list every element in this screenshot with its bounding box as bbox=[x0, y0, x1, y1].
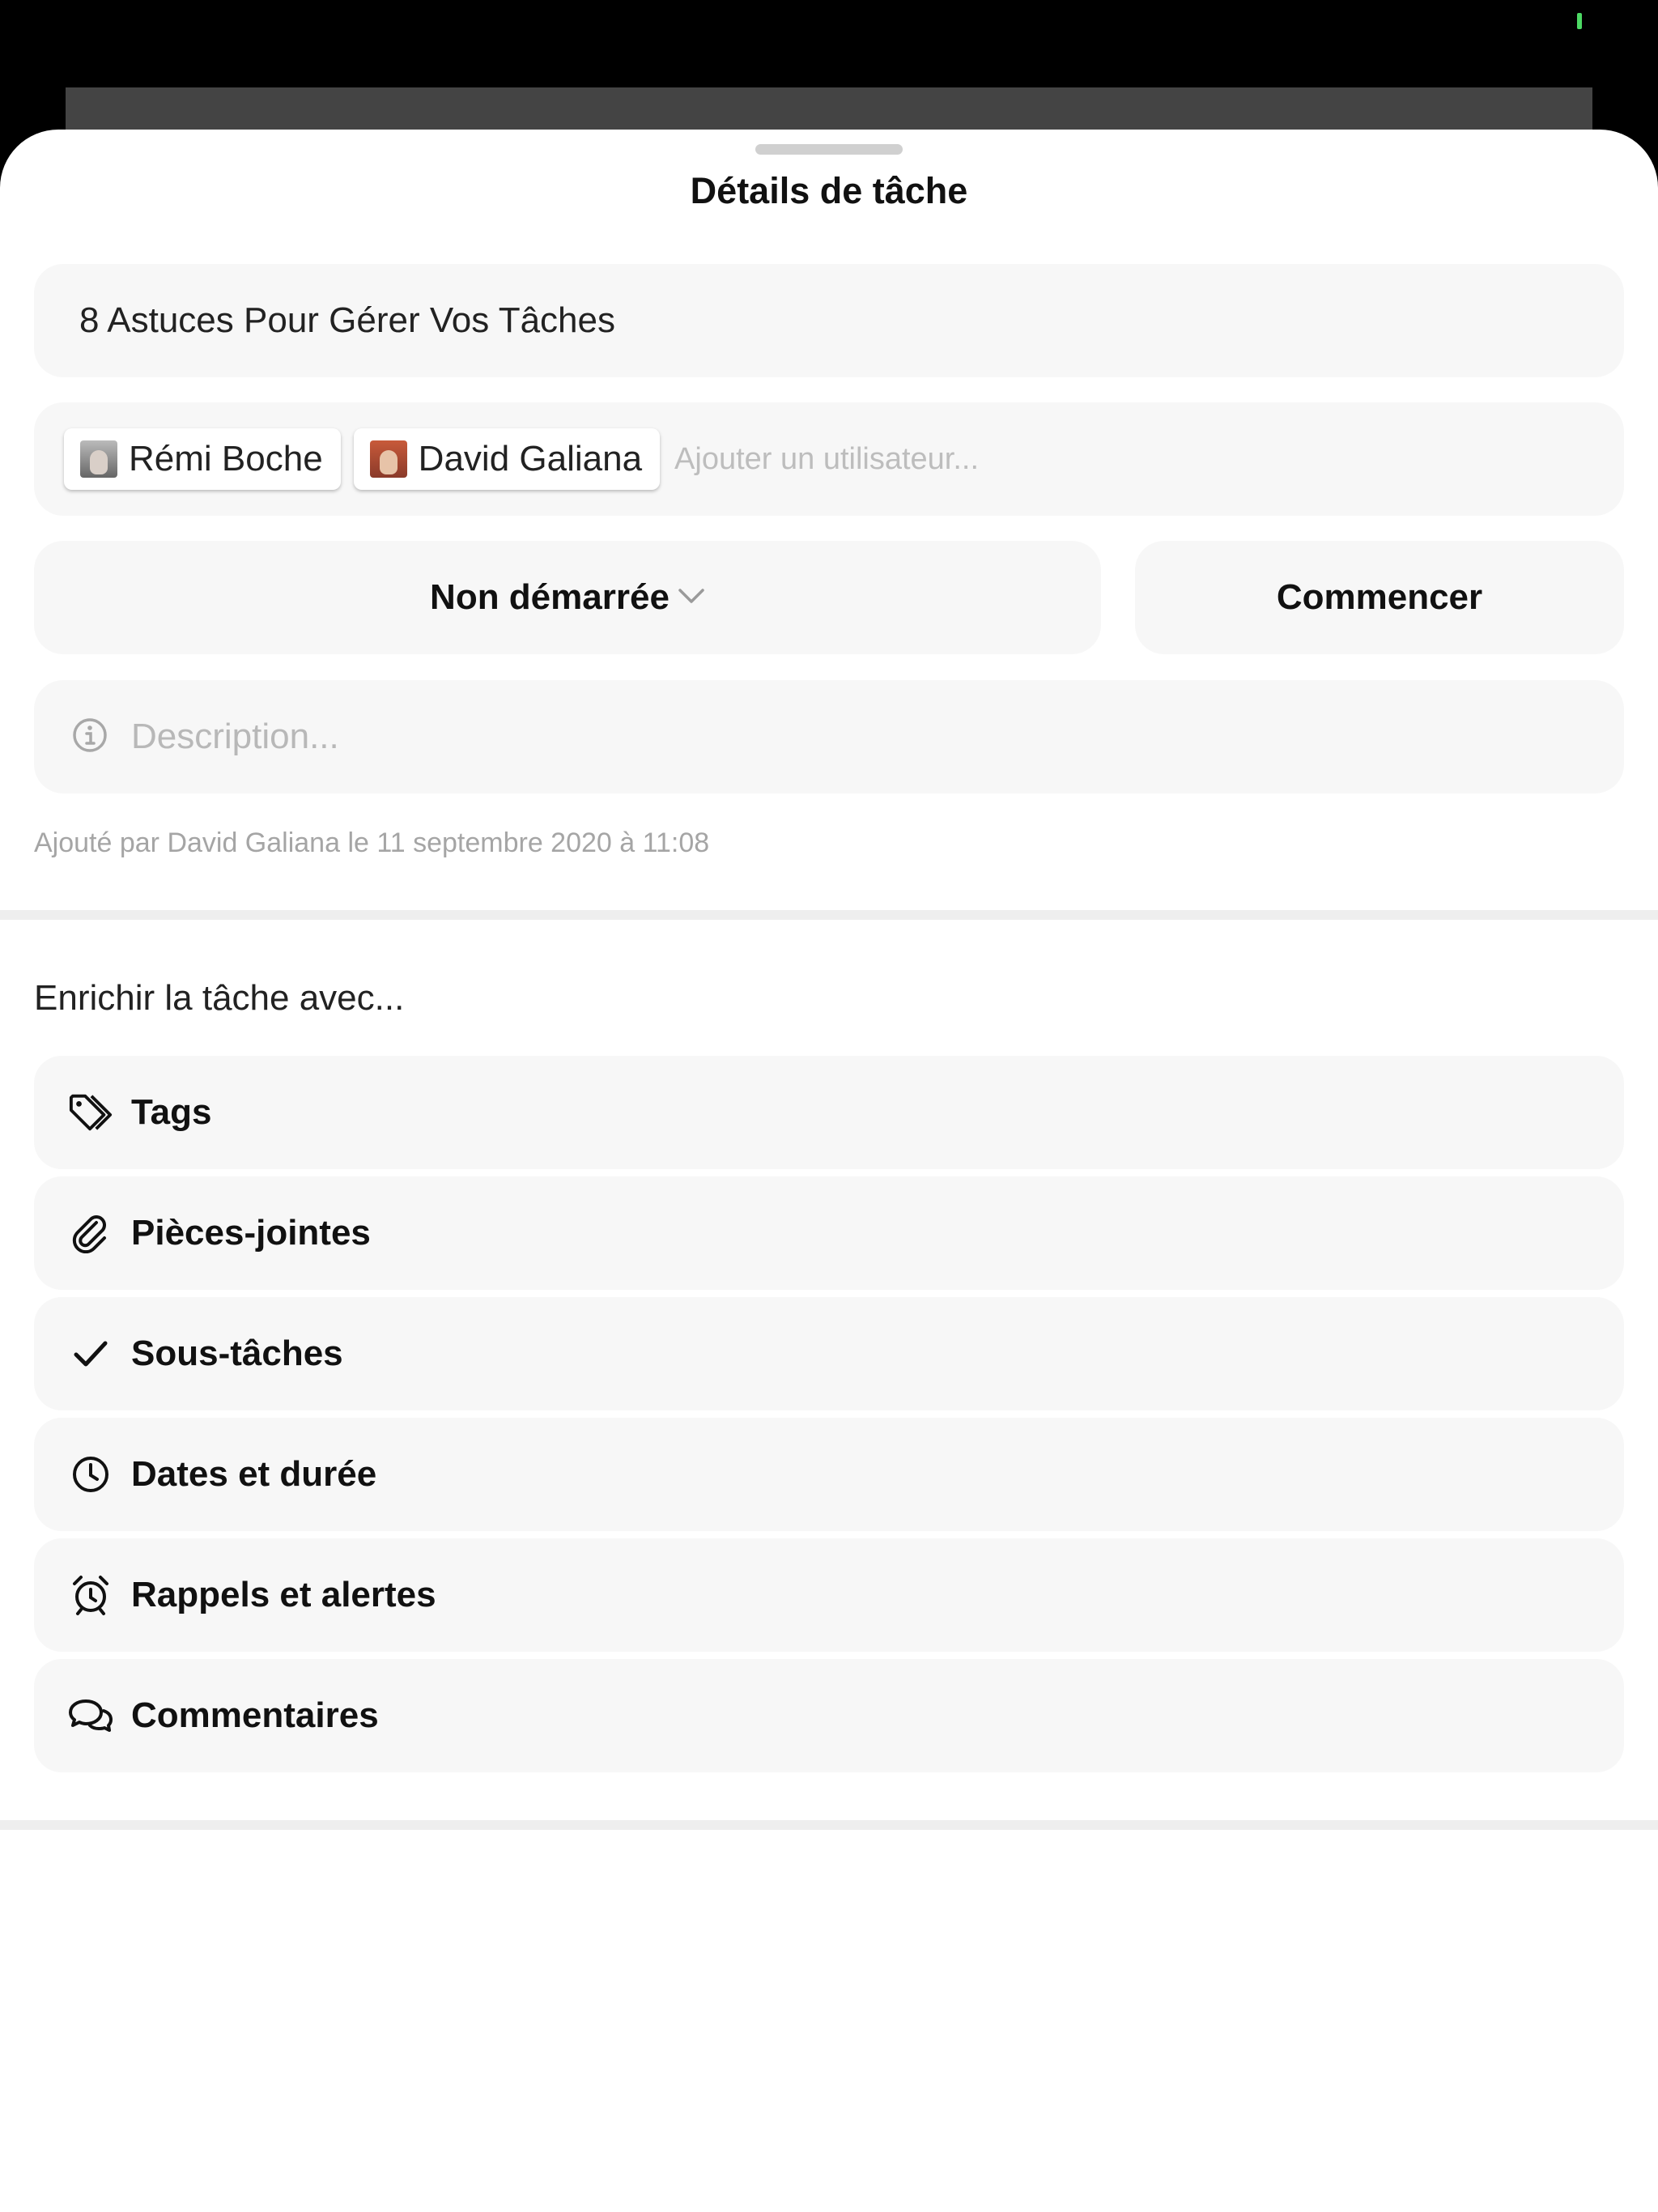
sheet-grabber[interactable] bbox=[755, 144, 903, 155]
section-divider bbox=[0, 1820, 1658, 1830]
option-label: Tags bbox=[131, 1092, 212, 1132]
page-title: Détails de tâche bbox=[690, 170, 968, 211]
start-button[interactable] bbox=[1135, 541, 1624, 654]
info-icon bbox=[71, 717, 108, 758]
assignee-name: Rémi Boche bbox=[129, 439, 323, 479]
description-input[interactable] bbox=[34, 680, 1624, 793]
add-user-input[interactable]: Ajouter un utilisateur... bbox=[674, 441, 980, 476]
option-tags[interactable] bbox=[34, 1056, 1624, 1169]
clock-icon bbox=[68, 1452, 113, 1497]
assignee-chip[interactable] bbox=[64, 428, 341, 490]
enrich-heading: Enrichir la tâche avec... bbox=[34, 978, 405, 1018]
option-label: Sous-tâches bbox=[131, 1334, 343, 1373]
chevron-down-icon bbox=[678, 587, 705, 609]
option-attachments[interactable] bbox=[34, 1176, 1624, 1290]
paperclip-icon bbox=[68, 1210, 113, 1256]
status-dropdown[interactable] bbox=[34, 541, 1101, 654]
option-label: Pièces-jointes bbox=[131, 1213, 371, 1253]
avatar bbox=[80, 440, 117, 478]
avatar bbox=[370, 440, 407, 478]
option-comments[interactable] bbox=[34, 1659, 1624, 1772]
assignee-name: David Galiana bbox=[418, 439, 643, 479]
task-meta: Ajouté par David Galiana le 11 septembre 2020 à 11:08 bbox=[34, 827, 710, 858]
option-reminders[interactable] bbox=[34, 1538, 1624, 1652]
option-dates[interactable] bbox=[34, 1418, 1624, 1531]
task-details-sheet bbox=[0, 130, 1658, 2212]
option-label: Rappels et alertes bbox=[131, 1575, 436, 1614]
checkmark-icon bbox=[68, 1331, 113, 1376]
option-label: Commentaires bbox=[131, 1695, 379, 1735]
chat-bubbles-icon bbox=[68, 1693, 113, 1738]
assignees-field[interactable] bbox=[34, 402, 1624, 516]
description-placeholder: Description... bbox=[131, 717, 339, 756]
option-subtasks[interactable] bbox=[34, 1297, 1624, 1410]
assignee-chip[interactable] bbox=[354, 428, 660, 490]
start-button-label: Commencer bbox=[1276, 577, 1483, 617]
battery-indicator bbox=[1577, 13, 1582, 29]
alarm-clock-icon bbox=[68, 1572, 113, 1618]
option-label: Dates et durée bbox=[131, 1454, 377, 1494]
section-divider bbox=[0, 910, 1658, 920]
tag-icon bbox=[68, 1090, 113, 1135]
task-title-text: 8 Astuces Pour Gérer Vos Tâches bbox=[79, 300, 615, 340]
task-title-field[interactable] bbox=[34, 264, 1624, 377]
status-label: Non démarrée bbox=[430, 577, 670, 617]
